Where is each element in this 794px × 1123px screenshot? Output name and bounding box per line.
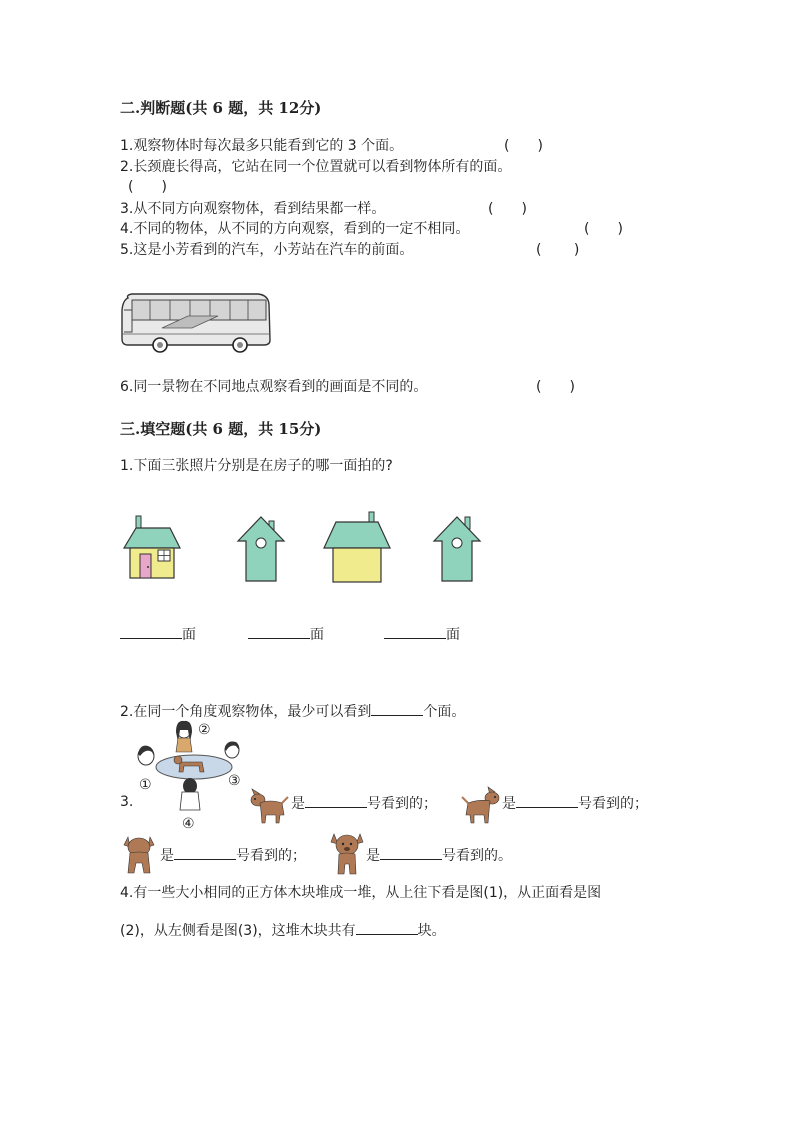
marker-3: ③: [228, 773, 241, 789]
house-answer-2-suffix: 面: [310, 627, 324, 643]
house-answer-1-suffix: 面: [182, 627, 196, 643]
dog-answer-4: [366, 845, 512, 865]
house-back-view: [322, 510, 392, 584]
marker-2: ②: [198, 722, 211, 738]
marker-1: ①: [139, 777, 152, 793]
judge-item-4-text: 4.不同的物体，从不同的方向观察，看到的一定不相同。: [120, 221, 470, 237]
marker-4: ④: [182, 816, 195, 832]
judge-item-2-paren[interactable]: ( ): [128, 179, 167, 195]
fill-q2-text-before: 2.在同一个角度观察物体，最少可以看到: [120, 704, 372, 720]
fill-q4-line1: 4.有一些大小相同的正方体木块堆成一堆，从上往下看是图(1)，从正面看是图: [120, 885, 602, 901]
house-side-view-2: [432, 513, 482, 583]
dog-answer-2: [502, 793, 648, 813]
dog-answer-2-suffix: 号看到的；: [578, 796, 648, 812]
house-answer-1-blank[interactable]: [120, 624, 182, 639]
house-front-view: [122, 514, 182, 580]
dog-answer-1-shi: 是: [291, 796, 305, 812]
judge-item-4-paren[interactable]: ( ): [584, 221, 623, 237]
fill-q3-number: 3.: [120, 794, 134, 810]
house-answer-3-blank[interactable]: [384, 624, 446, 639]
judge-item-5-text: 5.这是小芳看到的汽车，小芳站在汽车的前面。: [120, 242, 414, 258]
dog-answer-4-shi: 是: [366, 848, 380, 864]
judge-item-5-paren[interactable]: ( ): [536, 242, 580, 258]
dog-answer-4-suffix: 号看到的。: [442, 848, 512, 864]
dog-answer-3-suffix: 号看到的；: [236, 848, 306, 864]
judge-item-1-text: 1.观察物体时每次最多只能看到它的 3 个面。: [120, 138, 404, 154]
judge-item-1-paren[interactable]: ( ): [504, 138, 543, 154]
dog-side-right-icon: [460, 785, 502, 827]
dog-front-icon: [328, 830, 366, 878]
fill-q1-text: 1.下面三张照片分别是在房子的哪一面拍的?: [120, 458, 393, 474]
house-answer-2: [248, 624, 324, 644]
bus-illustration: [118, 292, 273, 354]
fill-q2-text-after: 个面。: [423, 704, 466, 720]
dog-answer-3-blank[interactable]: [174, 845, 236, 860]
house-answer-2-blank[interactable]: [248, 624, 310, 639]
fill-q2-blank[interactable]: [371, 701, 423, 716]
section-2-title: 二.判断题(共 6 题，共 12分): [120, 99, 322, 117]
judge-item-3-paren[interactable]: ( ): [488, 201, 527, 217]
house-answer-1: [120, 624, 196, 644]
dog-answer-1-suffix: 号看到的；: [367, 796, 437, 812]
dog-answer-3: [160, 845, 306, 865]
dog-answer-2-blank[interactable]: [516, 793, 578, 808]
observation-scene: [132, 718, 250, 818]
dog-answer-4-blank[interactable]: [380, 845, 442, 860]
house-answer-3-suffix: 面: [446, 627, 460, 643]
judge-item-6-text: 6.同一景物在不同地点观察看到的画面是不同的。: [120, 379, 428, 395]
judge-item-2-text: 2.长颈鹿长得高，它站在同一个位置就可以看到物体所有的面。: [120, 159, 512, 175]
fill-q4-line2-before: (2)，从左侧看是图(3)，这堆木块共有: [120, 923, 356, 939]
judge-item-6-paren[interactable]: ( ): [536, 379, 575, 395]
dog-back-icon: [120, 833, 158, 879]
fill-q4-line2-after: 块。: [417, 923, 446, 939]
fill-q4-blank[interactable]: [356, 920, 418, 935]
judge-item-1: [120, 137, 403, 155]
dog-answer-2-shi: 是: [502, 796, 516, 812]
dog-side-left-icon: [248, 785, 290, 827]
section-3-title: 三.填空题(共 6 题，共 15分): [120, 420, 322, 438]
dog-answer-1-blank[interactable]: [305, 793, 367, 808]
house-side-view-1: [236, 513, 286, 583]
house-answer-3: [384, 624, 460, 644]
dog-answer-3-shi: 是: [160, 848, 174, 864]
judge-item-3-text: 3.从不同方向观察物体，看到结果都一样。: [120, 201, 386, 217]
fill-q4-line2: [120, 920, 446, 940]
dog-answer-1: [291, 793, 437, 813]
